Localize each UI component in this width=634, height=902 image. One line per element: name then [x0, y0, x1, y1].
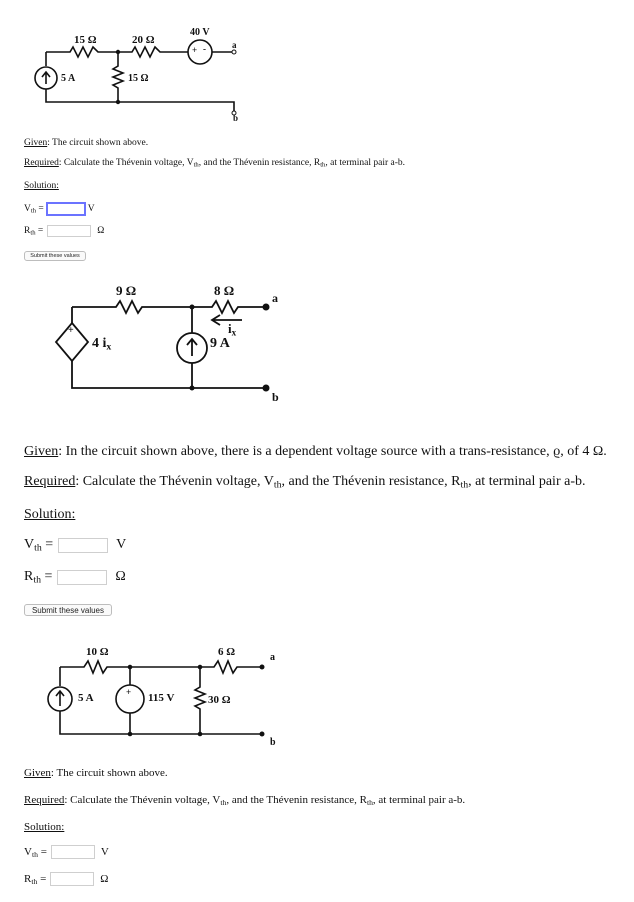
label-i-source: 5 A — [61, 73, 76, 84]
rth-row-2 — [24, 569, 126, 585]
vth-input-3[interactable] — [51, 845, 95, 859]
terminal-b-3: b — [270, 737, 276, 748]
terminal-a-3: a — [270, 652, 275, 663]
label-5a-p3: 5 A — [78, 692, 94, 704]
vth-input-2[interactable] — [58, 538, 108, 553]
rth-row-3 — [24, 872, 108, 886]
vth-label-3: $V_{th}$ = — [24, 846, 47, 859]
submit-button-1[interactable]: Submit these values — [24, 251, 86, 261]
rth-label-2: $R_{th}$ = — [24, 569, 53, 586]
rth-input-3[interactable] — [50, 872, 94, 886]
terminal-b: b — [233, 113, 239, 123]
label-ix: $i_x$ — [228, 321, 237, 338]
given-line-1: Given: The circuit shown above. — [24, 138, 149, 148]
rth-label-1: $R_{th}$ = — [24, 226, 44, 237]
label-r1: 15 Ω — [74, 34, 97, 46]
given-line-2: Given: In the circuit shown above, there is a dependent voltage source with a trans-resistance, ϱ, of 4 Ω. — [24, 444, 607, 459]
vth-unit-3: V — [100, 846, 109, 858]
label-9-ohm: 9 Ω — [116, 283, 137, 298]
rth-unit-3: Ω — [100, 873, 109, 885]
label-r2: 20 Ω — [132, 34, 155, 46]
label-115v: 115 V — [148, 692, 175, 704]
required-line-3: Required: Calculate the Thévenin voltage, $V_{th}$, and the Thévenin resistance, $R_{th}$, at terminal pair a-b. — [24, 794, 466, 807]
v-source-plus: + — [126, 687, 132, 697]
vth-input-1[interactable] — [46, 202, 86, 216]
terminal-b-2: b — [272, 390, 279, 404]
label-dep-source: 4 $i_x$ — [92, 336, 112, 353]
vth-label-1: $V_{th}$ = — [24, 204, 44, 215]
label-plus: + — [192, 45, 198, 55]
terminal-a: a — [232, 40, 237, 50]
vth-row-1 — [24, 202, 95, 216]
resistor-15-ohm-top — [46, 47, 118, 57]
circuit-1-diagram — [0, 0, 634, 130]
vth-unit-2: V — [116, 537, 127, 552]
label-6-ohm: 6 Ω — [218, 646, 236, 658]
label-v-source: 40 V — [190, 27, 210, 38]
rth-input-2[interactable] — [57, 570, 107, 585]
given-line-3: Given: The circuit shown above. — [24, 767, 168, 779]
rth-input-1[interactable] — [47, 225, 91, 237]
vth-row-3 — [24, 845, 109, 859]
label-9a: 9 A — [210, 336, 230, 351]
label-8-ohm: 8 Ω — [214, 283, 235, 298]
label-10-ohm: 10 Ω — [86, 646, 109, 658]
required-line-1: Required: Calculate the Thévenin voltage, $V_{th}$, and the Thévenin resistance, $R_{th}$, at terminal pair a-b. — [24, 158, 406, 169]
solution-label-1: Solution: — [24, 181, 59, 191]
solution-label-2: Solution: — [24, 507, 76, 522]
submit-button-2[interactable]: Submit these values — [24, 604, 112, 616]
label-minus: - — [203, 44, 206, 54]
dep-source-plus: + — [68, 325, 74, 336]
rth-unit-1: Ω — [97, 226, 105, 236]
required-line-2: Required: Calculate the Thévenin voltage, $V_{th}$, and the Thévenin resistance, $R_{th}$, at terminal pair a-b. — [24, 474, 586, 491]
vth-row-2 — [24, 537, 126, 553]
resistor-20-ohm — [118, 47, 188, 57]
solution-label-3: Solution: — [24, 821, 65, 833]
rth-unit-2: Ω — [115, 569, 126, 584]
rth-label-3: $R_{th}$ = — [24, 873, 47, 886]
label-r3: 15 Ω — [128, 73, 149, 84]
vth-unit-1: V — [87, 204, 95, 214]
rth-row-1 — [24, 225, 104, 237]
vth-label-2: $V_{th}$ = — [24, 537, 54, 554]
label-30-ohm: 30 Ω — [208, 694, 231, 706]
terminal-a-2: a — [272, 291, 278, 305]
